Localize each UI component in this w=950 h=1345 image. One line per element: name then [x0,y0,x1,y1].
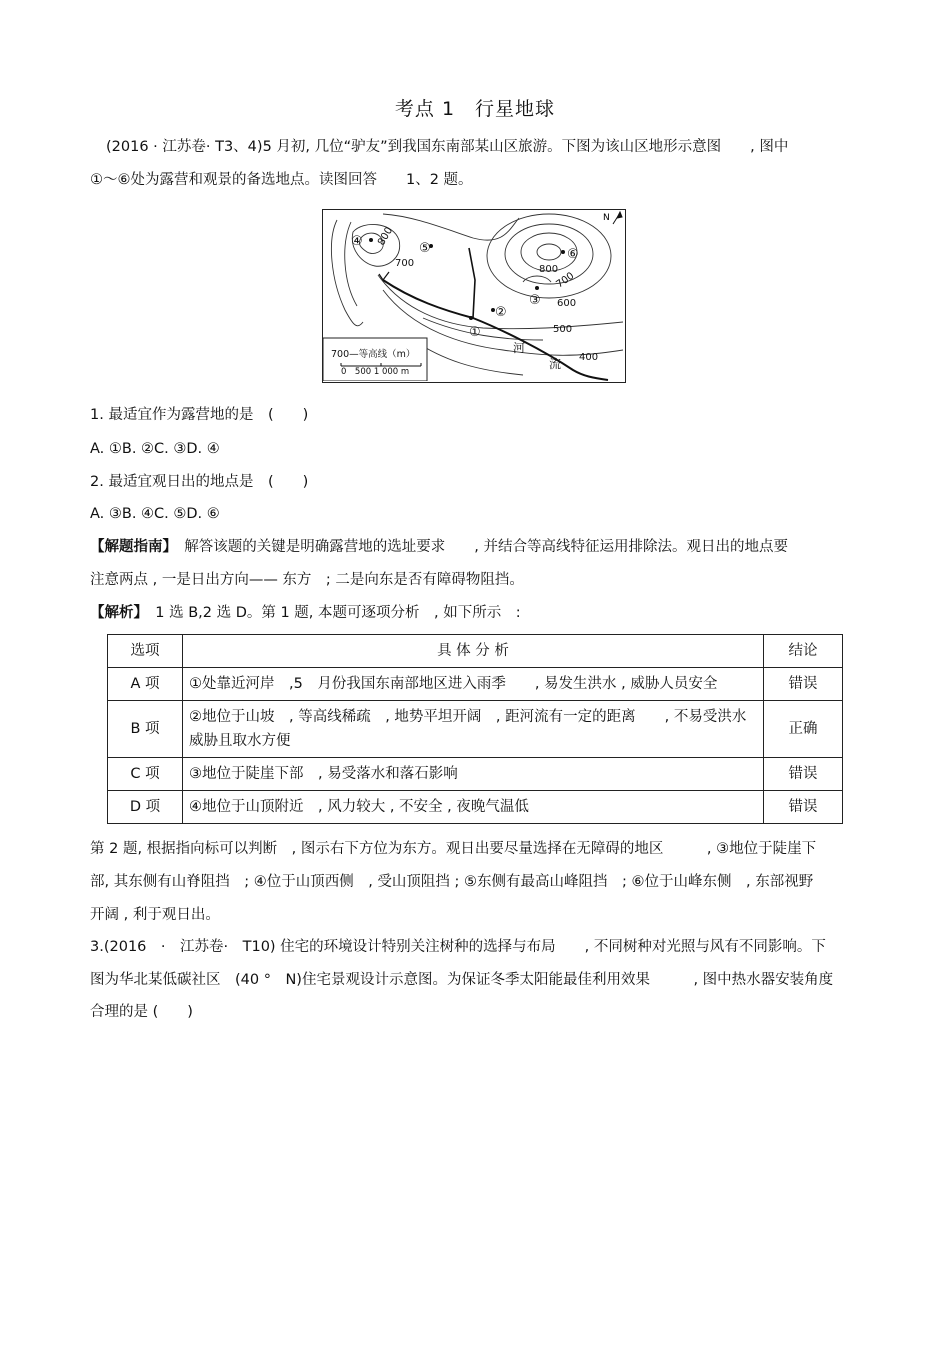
legend-contour: 700—等高线（m） [331,349,416,360]
contour-label-800-right: 800 [539,264,559,275]
contour-label-800-left: 800 [376,225,396,248]
contour-label-600: 600 [557,298,577,309]
q1-options: A. ①B. ②C. ③D. ④ [90,441,220,457]
point-3: ③ [529,293,541,308]
q1-stem: 1. 最适宜作为露营地的是 ( ) [90,407,309,423]
intro-line-2: ①～⑥处为露营和观景的备选地点。读图回答 1、2 题。 [90,172,473,188]
table-header-row [108,635,843,668]
q2-options: A. ③B. ④C. ⑤D. ⑥ [90,506,220,522]
intro-line-1: (2016 · 江苏卷· T3、4)5 月初, 几位“驴友”到我国东南部某山区旅游。下图为该山区地形示意图 , 图中 [106,139,789,155]
legend-scale-text: 0 500 1 000 m [341,367,410,377]
table-row [108,668,843,701]
q2-explain-line-2: 部, 其东侧有山脊阻挡 ; ④位于山顶西侧 , 受山顶阻挡 ; ⑤东侧有最高山峰阻挡 ; ⑥位于山峰东侧 , 东部视野 [90,874,814,890]
table-cell-analysis: ④地位于山顶附近 , 风力较大 , 不安全 , 夜晚气温低 [183,791,764,824]
analysis-line [90,603,521,623]
table-cell-conclusion: 错误 [764,668,843,701]
q2-explain-line-1: 第 2 题, 根据指向标可以判断 , 图示右下方位为东方。观日出要尽量选择在无障碍的地区 , ③地位于陡崖下 [90,841,817,857]
topographic-map [322,209,626,383]
q3-line-2: 图为华北某低碳社区 (40 ° N)住宅景观设计示意图。为保证冬季太阳能最佳利用效果 , 图中热水器安装角度 [90,972,834,988]
q2-stem: 2. 最适宜观日出的地点是 ( ) [90,474,309,490]
river-char-1: 河 [513,341,526,355]
point-1: ① [469,325,481,340]
guide-line-1 [90,537,788,557]
point-6: ⑥ [567,247,579,262]
table-row [108,758,843,791]
table-cell-option: A 项 [108,668,183,701]
guide-line-2: 注意两点 , 一是日出方向—— 东方 ; 二是向东是否有障碍物阻挡。 [90,572,524,588]
river-char-2: 流 [549,357,562,371]
contour-label-700-right: 700 [554,270,577,291]
analysis-label: 【解析】 [90,605,141,621]
table-cell-analysis: ③地位于陡崖下部 , 易受落水和落石影响 [183,758,764,791]
table-header-option: 选项 [108,635,183,668]
table-cell-analysis: ①处靠近河岸 ,5 月份我国东南部地区进入雨季 , 易发生洪水 , 威胁人员安全 [183,668,764,701]
point-2: ② [495,305,507,320]
table-cell-option: B 项 [108,701,183,758]
q3-line-1: 3.(2016 · 江苏卷· T10) 住宅的环境设计特别关注树种的选择与布局 , 不同树种对光照与风有不同影响。下 [90,939,826,955]
table-cell-analysis: ②地位于山坡 , 等高线稀疏 , 地势平坦开阔 , 距河流有一定的距离 , 不易受洪水威胁且取水方便 [183,701,764,758]
q3-line-3: 合理的是 ( ) [90,1004,193,1020]
contour-label-500: 500 [553,324,573,335]
contour-label-400: 400 [579,352,599,363]
page-title: 考点 1 行星地球 [394,98,556,120]
north-label: N [603,213,610,223]
table-cell-option: C 项 [108,758,183,791]
contour-label-700-left: 700 [395,258,415,269]
table-cell-conclusion: 错误 [764,791,843,824]
point-5: ⑤ [419,241,431,256]
table-cell-conclusion: 错误 [764,758,843,791]
guide-label: 【解题指南】 [90,539,170,555]
guide-text-1: 解答该题的关键是明确露营地的选址要求 , 并结合等高线特征运用排除法。观日出的地点要 [169,539,788,555]
q2-explain-line-3: 开阔 , 利于观日出。 [90,907,220,923]
table-row [108,701,843,758]
table-cell-option: D 项 [108,791,183,824]
point-4: ④ [351,234,363,249]
table-header-conclusion: 结论 [764,635,843,668]
table-cell-conclusion: 正确 [764,701,843,758]
table-row [108,791,843,824]
analysis-table [107,634,843,824]
table-header-analysis: 具 体 分 析 [183,635,764,668]
analysis-text: 1 选 B,2 选 D。第 1 题, 本题可逐项分析 , 如下所示 : [140,605,521,621]
